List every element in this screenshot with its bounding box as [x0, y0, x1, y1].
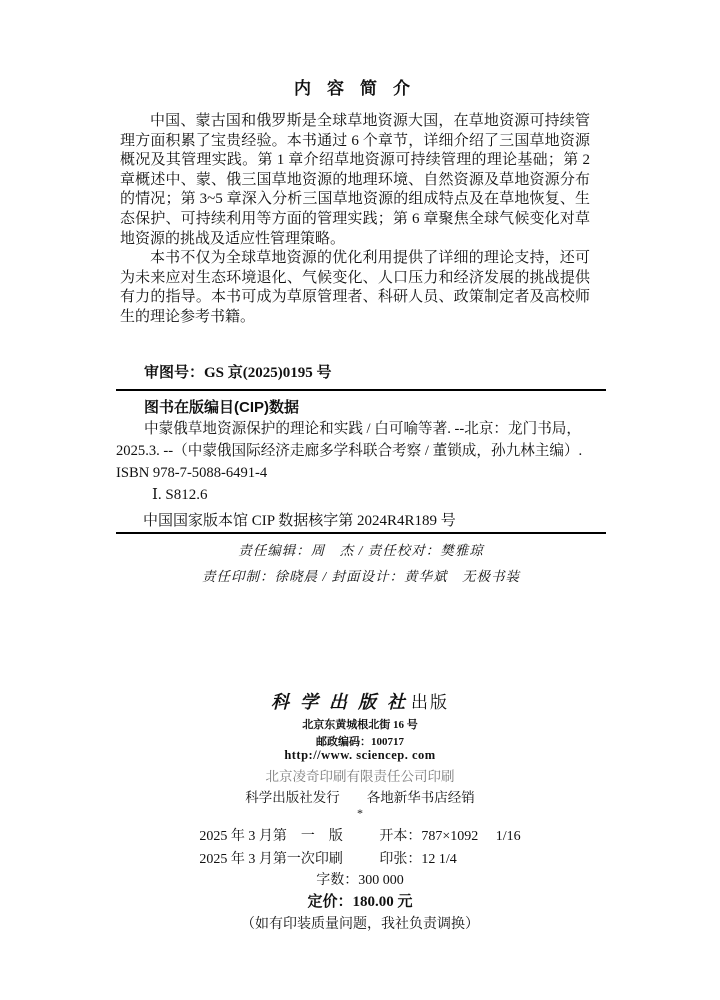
page-title: 内容简介 — [294, 79, 426, 98]
press-suffix: 出版 — [411, 693, 449, 712]
publisher-imprint — [0, 688, 720, 714]
cip-record-number: 中国国家版本馆 CIP 数据核字第 2024R4R189 号 — [143, 513, 456, 529]
asterisk-separator: * — [357, 806, 363, 820]
edition-row — [199, 826, 520, 849]
content-summary — [120, 112, 590, 328]
summary-paragraph: 中国、蒙古国和俄罗斯是全球草地资源大国，在草地资源可持续管理方面积累了宝贵经验。本书通过 6 个章节，详细介绍了三国草地资源概况及其管理实践。第 1 章介绍草地资源可持续管理的理论基础；第 2 章概述中、蒙、俄三国草地资源的地理环境、自然资源及草地资源分布的情况；第 3~5 章深入分析三国草地资源的组成特点及在草地恢复、生态保护、可持续利用等方面的管理实践；第 6 章聚焦全球气候变化对草地资源的挑战及适应性管理策略。 — [120, 113, 590, 247]
quality-notice: （如有印装质量问题，我社负责调换） — [241, 917, 479, 932]
cip-classification: Ⅰ. S812.6 — [152, 487, 208, 503]
cip-entry-line: 中蒙俄草地资源保护的理论和实践 / 白可喻等著. --北京：龙门书局， — [144, 421, 581, 437]
publisher-address: 北京东黄城根北街 16 号 — [302, 719, 418, 731]
impression-date: 2025 年 3 月第一次印刷 — [199, 851, 343, 867]
distribution-line: 科学出版社发行 各地新华书店经销 — [245, 790, 475, 805]
impression-row — [199, 849, 520, 872]
format-spec: 开本：787×1092 1/16 — [379, 829, 521, 844]
edition-date: 2025 年 3 月第 一 版 — [199, 829, 343, 844]
editor-credit-line: 责任编辑：周 杰 / 责任校对：樊雅琼 — [238, 543, 484, 558]
summary-paragraph: 本书不仅为全球草地资源的优化利用提供了详细的理论支持，还可为未来应对生态环境退化、气候变化、人口压力和经济发展的挑战提供有力的指导。本书可成为草原管理者、科研人员、政策制定者及高校师生的理论参考书籍。 — [120, 250, 590, 325]
divider-rule-bottom — [116, 532, 606, 534]
map-approval-number — [144, 361, 332, 382]
price-label: 定价： — [307, 893, 353, 910]
map-approval-value: GS 京(2025)0195 号 — [204, 365, 332, 381]
sheet-count: 印张：12 1/4 — [379, 851, 457, 867]
divider-rule-top — [116, 389, 606, 391]
price-value: 180.00 元 — [352, 894, 413, 910]
production-credit-line: 责任印制：徐晓晨 / 封面设计：黄华斌 无极书装 — [201, 568, 520, 584]
press-logo-text: 科学出版社 — [271, 692, 416, 712]
map-approval-label: 审图号： — [144, 364, 205, 381]
staff-credits — [116, 538, 606, 589]
price — [0, 890, 720, 911]
cip-entry — [116, 419, 616, 484]
cip-entry-line: 2025.3. --（中蒙俄国际经济走廊多学科联合考察 / 董锁成，孙九林主编）. — [116, 442, 583, 459]
word-count: 字数：300 000 — [316, 873, 404, 888]
cip-header: 图书在版编目(CIP)数据 — [144, 399, 299, 416]
printer-name: 北京凌奇印刷有限责任公司印刷 — [265, 769, 455, 784]
publisher-website: http://www. sciencep. com — [284, 748, 436, 762]
print-run-details — [0, 826, 720, 871]
publisher-postal-code: 邮政编码：100717 — [316, 736, 404, 748]
isbn: ISBN 978-7-5088-6491-4 — [116, 464, 268, 481]
